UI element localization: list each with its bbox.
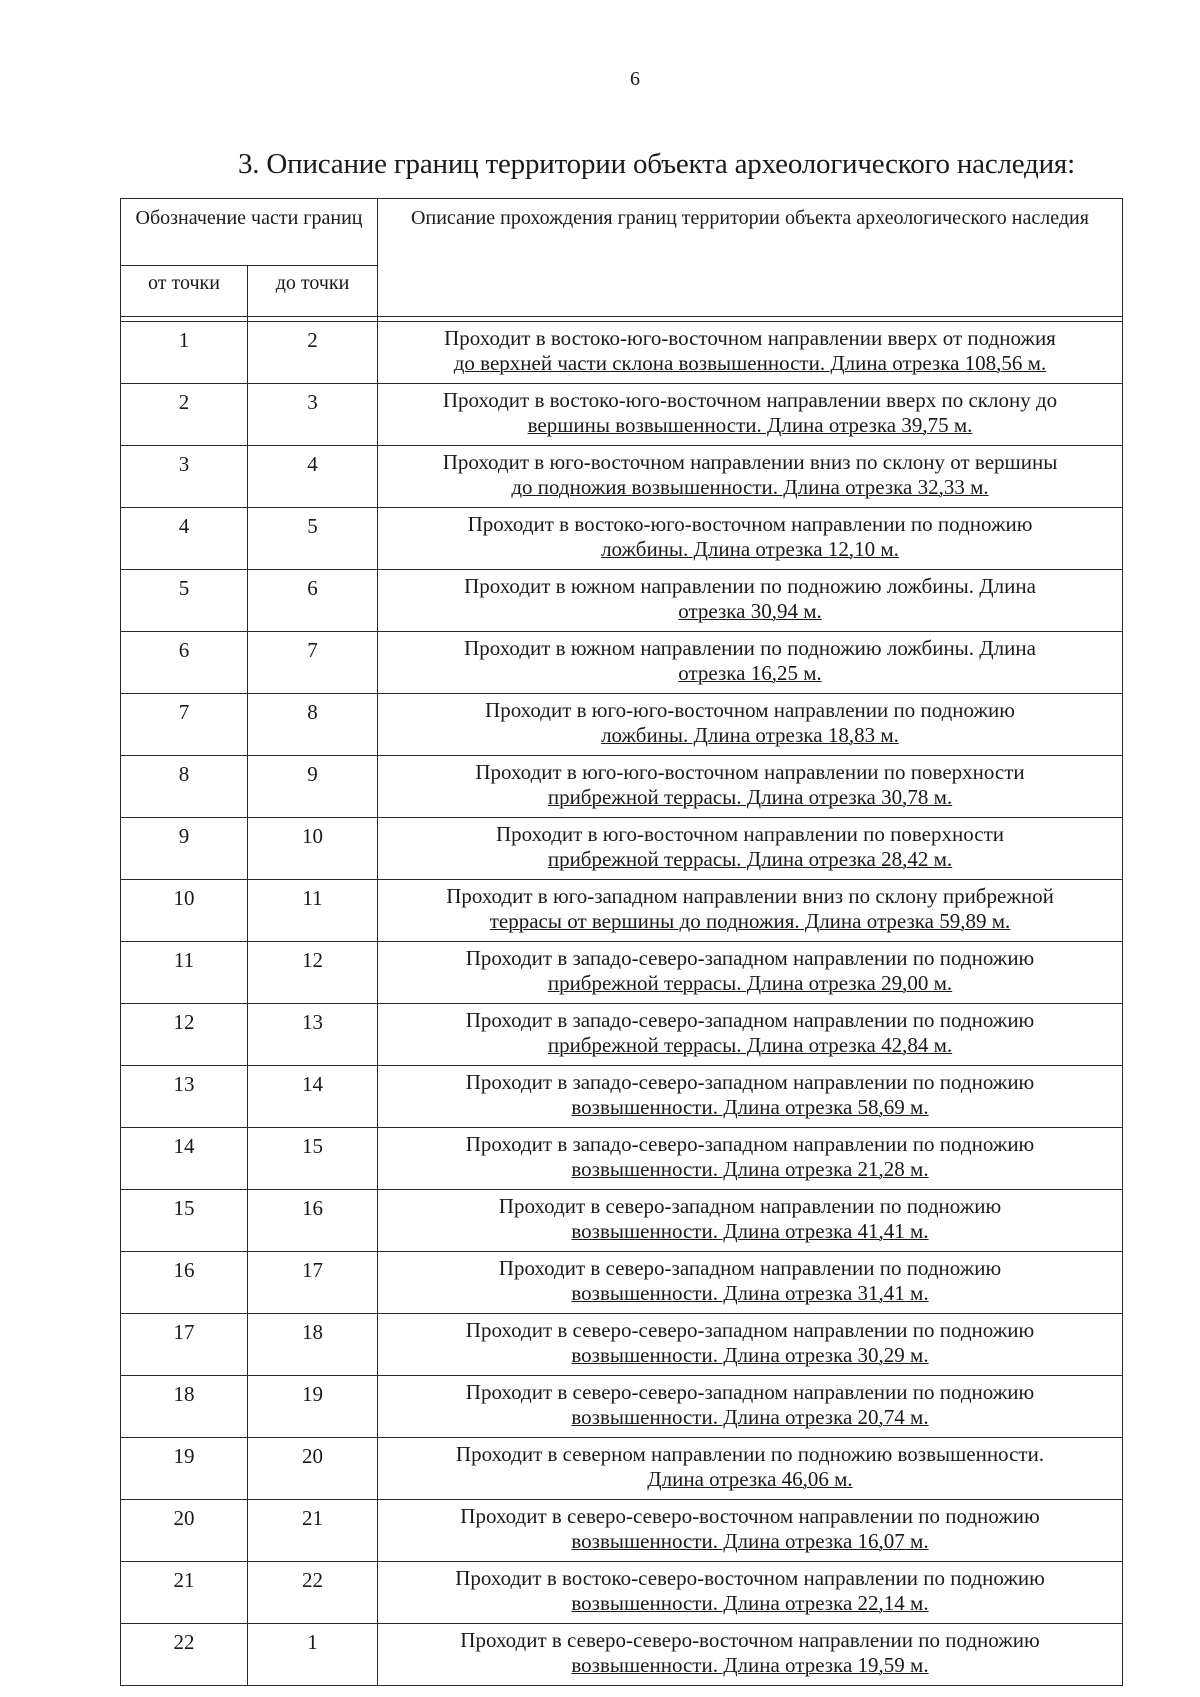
page-number: 6: [630, 68, 640, 90]
description-line-1: Проходит в северо-северо-восточном направлении по подножию: [460, 1628, 1040, 1652]
from-point-cell: 9: [121, 818, 248, 880]
table-row: [121, 446, 1123, 508]
description-line-1: Проходит в западо-северо-западном направлении по подножию: [465, 1008, 1035, 1032]
description-cell: [378, 1252, 1123, 1314]
from-point-cell: 2: [121, 384, 248, 446]
header-part-label: Обозначение части границ: [121, 199, 378, 266]
to-point-cell: 19: [248, 1376, 378, 1438]
table-row: [121, 1500, 1123, 1562]
description-cell: [378, 1128, 1123, 1190]
description-line-1: Проходит в востоко-юго-восточном направлении вверх от подножия: [444, 326, 1056, 350]
to-point-cell: 13: [248, 1004, 378, 1066]
table-row: [121, 1314, 1123, 1376]
description-line-2: ложбины. Длина отрезка 12,10 м.: [601, 536, 899, 561]
table-row: [121, 942, 1123, 1004]
table-row: [121, 1128, 1123, 1190]
description-line-2: возвышенности. Длина отрезка 31,41 м.: [571, 1280, 929, 1305]
table-row: [121, 570, 1123, 632]
description-line-1: Проходит в востоко-юго-восточном направлении вверх по склону до: [442, 388, 1058, 412]
boundary-table: [120, 198, 1123, 1686]
description-line-2: ложбины. Длина отрезка 18,83 м.: [601, 722, 899, 747]
to-point-cell: 4: [248, 446, 378, 508]
from-point-cell: 16: [121, 1252, 248, 1314]
to-point-cell: 20: [248, 1438, 378, 1500]
table-row: [121, 322, 1123, 384]
description-cell: [378, 508, 1123, 570]
from-point-cell: 3: [121, 446, 248, 508]
from-point-cell: 21: [121, 1562, 248, 1624]
to-point-cell: 16: [248, 1190, 378, 1252]
description-cell: [378, 446, 1123, 508]
section-title: 3. Описание границ территории объекта археологического наследия:: [238, 148, 1075, 180]
description-line-2: возвышенности. Длина отрезка 30,29 м.: [571, 1342, 929, 1367]
description-cell: [378, 1624, 1123, 1686]
table-body: [121, 322, 1123, 1686]
from-point-cell: 14: [121, 1128, 248, 1190]
description-cell: [378, 1004, 1123, 1066]
description-line-2: до верхней части склона возвышенности. Длина отрезка 108,56 м.: [453, 350, 1047, 375]
table-row: [121, 1562, 1123, 1624]
description-cell: [378, 1066, 1123, 1128]
description-line-1: Проходит в западо-северо-западном направлении по подножию: [465, 1132, 1035, 1156]
description-line-2: возвышенности. Длина отрезка 19,59 м.: [571, 1652, 929, 1677]
description-cell: [378, 694, 1123, 756]
description-line-1: Проходит в юго-юго-восточном направлении по поверхности: [475, 760, 1025, 784]
description-line-2: вершины возвышенности. Длина отрезка 39,75 м.: [527, 412, 973, 437]
from-point-cell: 13: [121, 1066, 248, 1128]
to-point-cell: 12: [248, 942, 378, 1004]
description-cell: [378, 756, 1123, 818]
description-line-1: Проходит в южном направлении по подножию ложбины. Длина: [464, 636, 1036, 660]
description-line-1: Проходит в юго-юго-восточном направлении по подножию: [485, 698, 1015, 722]
description-cell: [378, 1376, 1123, 1438]
to-point-cell: 14: [248, 1066, 378, 1128]
description-line-1: Проходит в западо-северо-западном направлении по подножию: [465, 1070, 1035, 1094]
description-cell: [378, 880, 1123, 942]
description-line-2: до подножия возвышенности. Длина отрезка 32,33 м.: [511, 474, 989, 499]
to-point-cell: 1: [248, 1624, 378, 1686]
description-cell: [378, 384, 1123, 446]
header-to-point: до точки: [248, 266, 378, 317]
to-point-cell: 10: [248, 818, 378, 880]
description-line-2: террасы от вершины до подножия. Длина отрезка 59,89 м.: [489, 908, 1011, 933]
from-point-cell: 19: [121, 1438, 248, 1500]
to-point-cell: 22: [248, 1562, 378, 1624]
table-row: [121, 880, 1123, 942]
from-point-cell: 17: [121, 1314, 248, 1376]
description-cell: [378, 1500, 1123, 1562]
from-point-cell: 12: [121, 1004, 248, 1066]
table-row: [121, 632, 1123, 694]
table-row: [121, 1252, 1123, 1314]
description-line-2: отрезка 30,94 м.: [678, 598, 822, 623]
description-cell: [378, 818, 1123, 880]
from-point-cell: 5: [121, 570, 248, 632]
table-row: [121, 384, 1123, 446]
from-point-cell: 20: [121, 1500, 248, 1562]
header-description-label: Описание прохождения границ территории объекта археологического наследия: [378, 199, 1123, 317]
table-header: [121, 199, 1123, 322]
description-cell: [378, 632, 1123, 694]
table-row: [121, 756, 1123, 818]
to-point-cell: 8: [248, 694, 378, 756]
to-point-cell: 17: [248, 1252, 378, 1314]
to-point-cell: 3: [248, 384, 378, 446]
from-point-cell: 15: [121, 1190, 248, 1252]
from-point-cell: 22: [121, 1624, 248, 1686]
table-row: [121, 1004, 1123, 1066]
description-line-2: отрезка 16,25 м.: [678, 660, 822, 685]
from-point-cell: 18: [121, 1376, 248, 1438]
table-row: [121, 1066, 1123, 1128]
header-from-point: от точки: [121, 266, 248, 317]
to-point-cell: 9: [248, 756, 378, 818]
from-point-cell: 6: [121, 632, 248, 694]
description-line-2: возвышенности. Длина отрезка 20,74 м.: [571, 1404, 929, 1429]
from-point-cell: 4: [121, 508, 248, 570]
description-cell: [378, 1438, 1123, 1500]
table-row: [121, 694, 1123, 756]
description-cell: [378, 322, 1123, 384]
description-line-2: Длина отрезка 46,06 м.: [647, 1466, 853, 1491]
to-point-cell: 18: [248, 1314, 378, 1376]
table-row: [121, 1190, 1123, 1252]
description-line-1: Проходит в северном направлении по подножию возвышенности.: [455, 1442, 1045, 1466]
table-row: [121, 1624, 1123, 1686]
from-point-cell: 10: [121, 880, 248, 942]
to-point-cell: 11: [248, 880, 378, 942]
from-point-cell: 1: [121, 322, 248, 384]
description-line-1: Проходит в юго-западном направлении вниз по склону прибрежной: [446, 884, 1054, 908]
description-line-1: Проходит в северо-северо-западном направлении по подножию: [465, 1380, 1035, 1404]
description-line-1: Проходит в южном направлении по подножию ложбины. Длина: [464, 574, 1036, 598]
description-line-2: прибрежной террасы. Длина отрезка 42,84 м.: [547, 1032, 953, 1057]
description-cell: [378, 570, 1123, 632]
to-point-cell: 2: [248, 322, 378, 384]
description-line-1: Проходит в востоко-юго-восточном направлении по подножию: [467, 512, 1033, 536]
from-point-cell: 8: [121, 756, 248, 818]
description-line-2: возвышенности. Длина отрезка 16,07 м.: [571, 1528, 929, 1553]
description-line-1: Проходит в северо-западном направлении по подножию: [498, 1256, 1002, 1280]
description-line-1: Проходит в востоко-северо-восточном направлении по подножию: [455, 1566, 1045, 1590]
description-line-2: возвышенности. Длина отрезка 21,28 м.: [571, 1156, 929, 1181]
description-line-2: возвышенности. Длина отрезка 41,41 м.: [571, 1218, 929, 1243]
description-cell: [378, 942, 1123, 1004]
description-line-2: возвышенности. Длина отрезка 22,14 м.: [571, 1590, 929, 1615]
description-line-1: Проходит в юго-восточном направлении по поверхности: [495, 822, 1005, 846]
description-line-1: Проходит в северо-западном направлении по подножию: [498, 1194, 1002, 1218]
description-line-2: прибрежной террасы. Длина отрезка 30,78 м.: [547, 784, 953, 809]
description-line-2: прибрежной террасы. Длина отрезка 29,00 м.: [547, 970, 953, 995]
from-point-cell: 7: [121, 694, 248, 756]
description-cell: [378, 1190, 1123, 1252]
description-line-2: возвышенности. Длина отрезка 58,69 м.: [571, 1094, 929, 1119]
description-line-2: прибрежной террасы. Длина отрезка 28,42 м.: [547, 846, 953, 871]
to-point-cell: 6: [248, 570, 378, 632]
to-point-cell: 5: [248, 508, 378, 570]
to-point-cell: 7: [248, 632, 378, 694]
description-cell: [378, 1314, 1123, 1376]
description-line-1: Проходит в юго-восточном направлении вниз по склону от вершины: [442, 450, 1058, 474]
description-line-1: Проходит в западо-северо-западном направлении по подножию: [465, 946, 1035, 970]
table-row: [121, 1376, 1123, 1438]
description-line-1: Проходит в северо-северо-восточном направлении по подножию: [460, 1504, 1040, 1528]
table-row: [121, 508, 1123, 570]
to-point-cell: 15: [248, 1128, 378, 1190]
table-row: [121, 818, 1123, 880]
to-point-cell: 21: [248, 1500, 378, 1562]
description-cell: [378, 1562, 1123, 1624]
from-point-cell: 11: [121, 942, 248, 1004]
table-row: [121, 1438, 1123, 1500]
description-line-1: Проходит в северо-северо-западном направлении по подножию: [465, 1318, 1035, 1342]
